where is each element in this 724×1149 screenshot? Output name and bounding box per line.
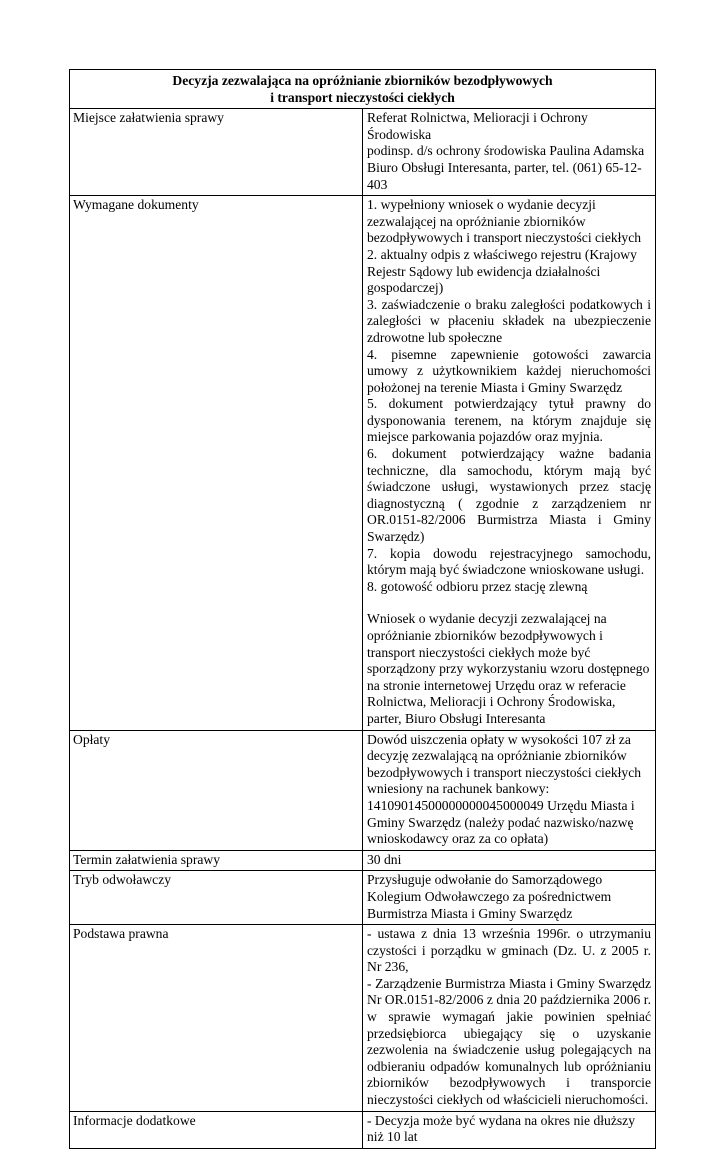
dokument-item-7: 7. kopia dowodu rejestracyjnego samochodu, którym mają być świadczone wnioskowane usługi. [367,545,651,578]
miejsce-line-2: podinsp. d/s ochrony środowiska Paulina Adamska [367,143,645,159]
document-table [69,69,656,1149]
row-oplaty [70,730,656,850]
dokumenty-note: Wniosek o wydanie decyzji zezwalającej na opróżnianie zbiorników bezodpływowych i transport nieczystości ciekłych może być sporządzony przy wykorzystaniu wzoru dostępnego na stronie internetowej Urzędu oraz w referacie Rolnictwa, Melioracji i Ochrony Środowiska, parter, Biuro Obsługi Interesanta [367,611,650,726]
dokument-item-3: 3. zaświadczenie o braku zaległości podatkowych i zaległości w płaceniu składek na ubezpieczenie zdrowotne lub społeczne [367,296,651,345]
spacer [367,595,651,611]
title-line-1: Decyzja zezwalająca na opróżnianie zbiorników bezodpływowych [172,73,553,88]
podstawa-item-2: - Zarządzenie Burmistrza Miasta i Gminy Swarzędz Nr OR.0151-82/2006 z dnia 20 października 2006 r. w sprawie wymagań jakie powinien spełniać przedsiębiorca ubiegający się o uzyskanie zezwolenia na świadczenie usług polegających na odbieraniu odpadów komunalnych lub opróżnianiu zbiorników bezodpływowych i transporcie nieczystości ciekłych od właścicieli nieruchomości. [367,975,651,1108]
dokument-item-5: 5. dokument potwierdzający tytuł prawny do dysponowania terenem, na którym znajduje się miejsce parkowania pojazdów oraz myjnia. [367,396,651,445]
value-miejsce [363,109,656,196]
miejsce-line-3: Biuro Obsługi Interesanta, parter, tel. (061) 65-12-403 [367,159,642,192]
value-informacje: - Decyzja może być wydana na okres nie dłuższy niż 10 lat [363,1111,656,1148]
document-title [70,70,656,109]
label-dokumenty: Wymagane dokumenty [70,196,363,730]
miejsce-line-1: Referat Rolnictwa, Melioracji i Ochrony Środowiska [367,110,588,142]
row-dokumenty [70,196,656,730]
value-termin: 30 dni [363,850,656,871]
title-row [70,70,656,109]
dokument-item-8: 8. gotowość odbioru przez stację zlewną [367,578,588,594]
label-tryb: Tryb odwoławczy [70,871,363,925]
dokument-item-6: 6. dokument potwierdzający ważne badania techniczne, dla samochodu, którym mają być świadczone usługi, wystawionych przez stację diagnostyczną ( zgodnie z zarządzeniem nr OR.0151-82/2006 Burmistrza Miasta i Gminy Swarzędz) [367,446,651,545]
row-informacje [70,1111,656,1148]
label-termin: Termin załatwienia sprawy [70,850,363,871]
row-podstawa [70,925,656,1112]
value-tryb: Przysługuje odwołanie do Samorządowego Kolegium Odwoławczego za pośrednictwem Burmistrza Miasta i Gminy Swarzędz [363,871,656,925]
label-informacje: Informacje dodatkowe [70,1111,363,1148]
value-oplaty: Dowód uiszczenia opłaty w wysokości 107 zł za decyzję zezwalającą na opróżnianie zbiorników bezodpływowych i transport nieczystości ciekłych wniesiony na rachunek bankowy: 14109014500000000045000049 Urzędu Miasta i Gminy Swarzędz (należy podać nazwisko/nazwę wnioskodawcy oraz za co opłata) [363,730,656,850]
value-podstawa [363,925,656,1112]
dokument-item-4: 4. pisemne zapewnienie gotowości zawarcia umowy z użytkownikiem każdej nieruchomości położonej na terenie Miasta i Gminy Swarzędz [367,346,651,395]
label-podstawa: Podstawa prawna [70,925,363,1112]
title-line-2: i transport nieczystości ciekłych [270,89,455,105]
label-miejsce: Miejsce załatwienia sprawy [70,109,363,196]
row-miejsce [70,109,656,196]
label-oplaty: Opłaty [70,730,363,850]
row-termin [70,850,656,871]
podstawa-item-1: - ustawa z dnia 13 września 1996r. o utrzymaniu czystości i porządku w gminach (Dz. U. z 2005 r. Nr 236, [367,926,651,975]
row-tryb [70,871,656,925]
dokument-item-1: 1. wypełniony wniosek o wydanie decyzji zezwalającej na opróżnianie zbiorników bezodpływowych i transport nieczystości ciekłych [367,197,642,246]
dokument-item-2: 2. aktualny odpis z właściwego rejestru (Krajowy Rejestr Sądowy lub ewidencja działalności gospodarczej) [367,246,637,296]
value-dokumenty [363,196,656,730]
